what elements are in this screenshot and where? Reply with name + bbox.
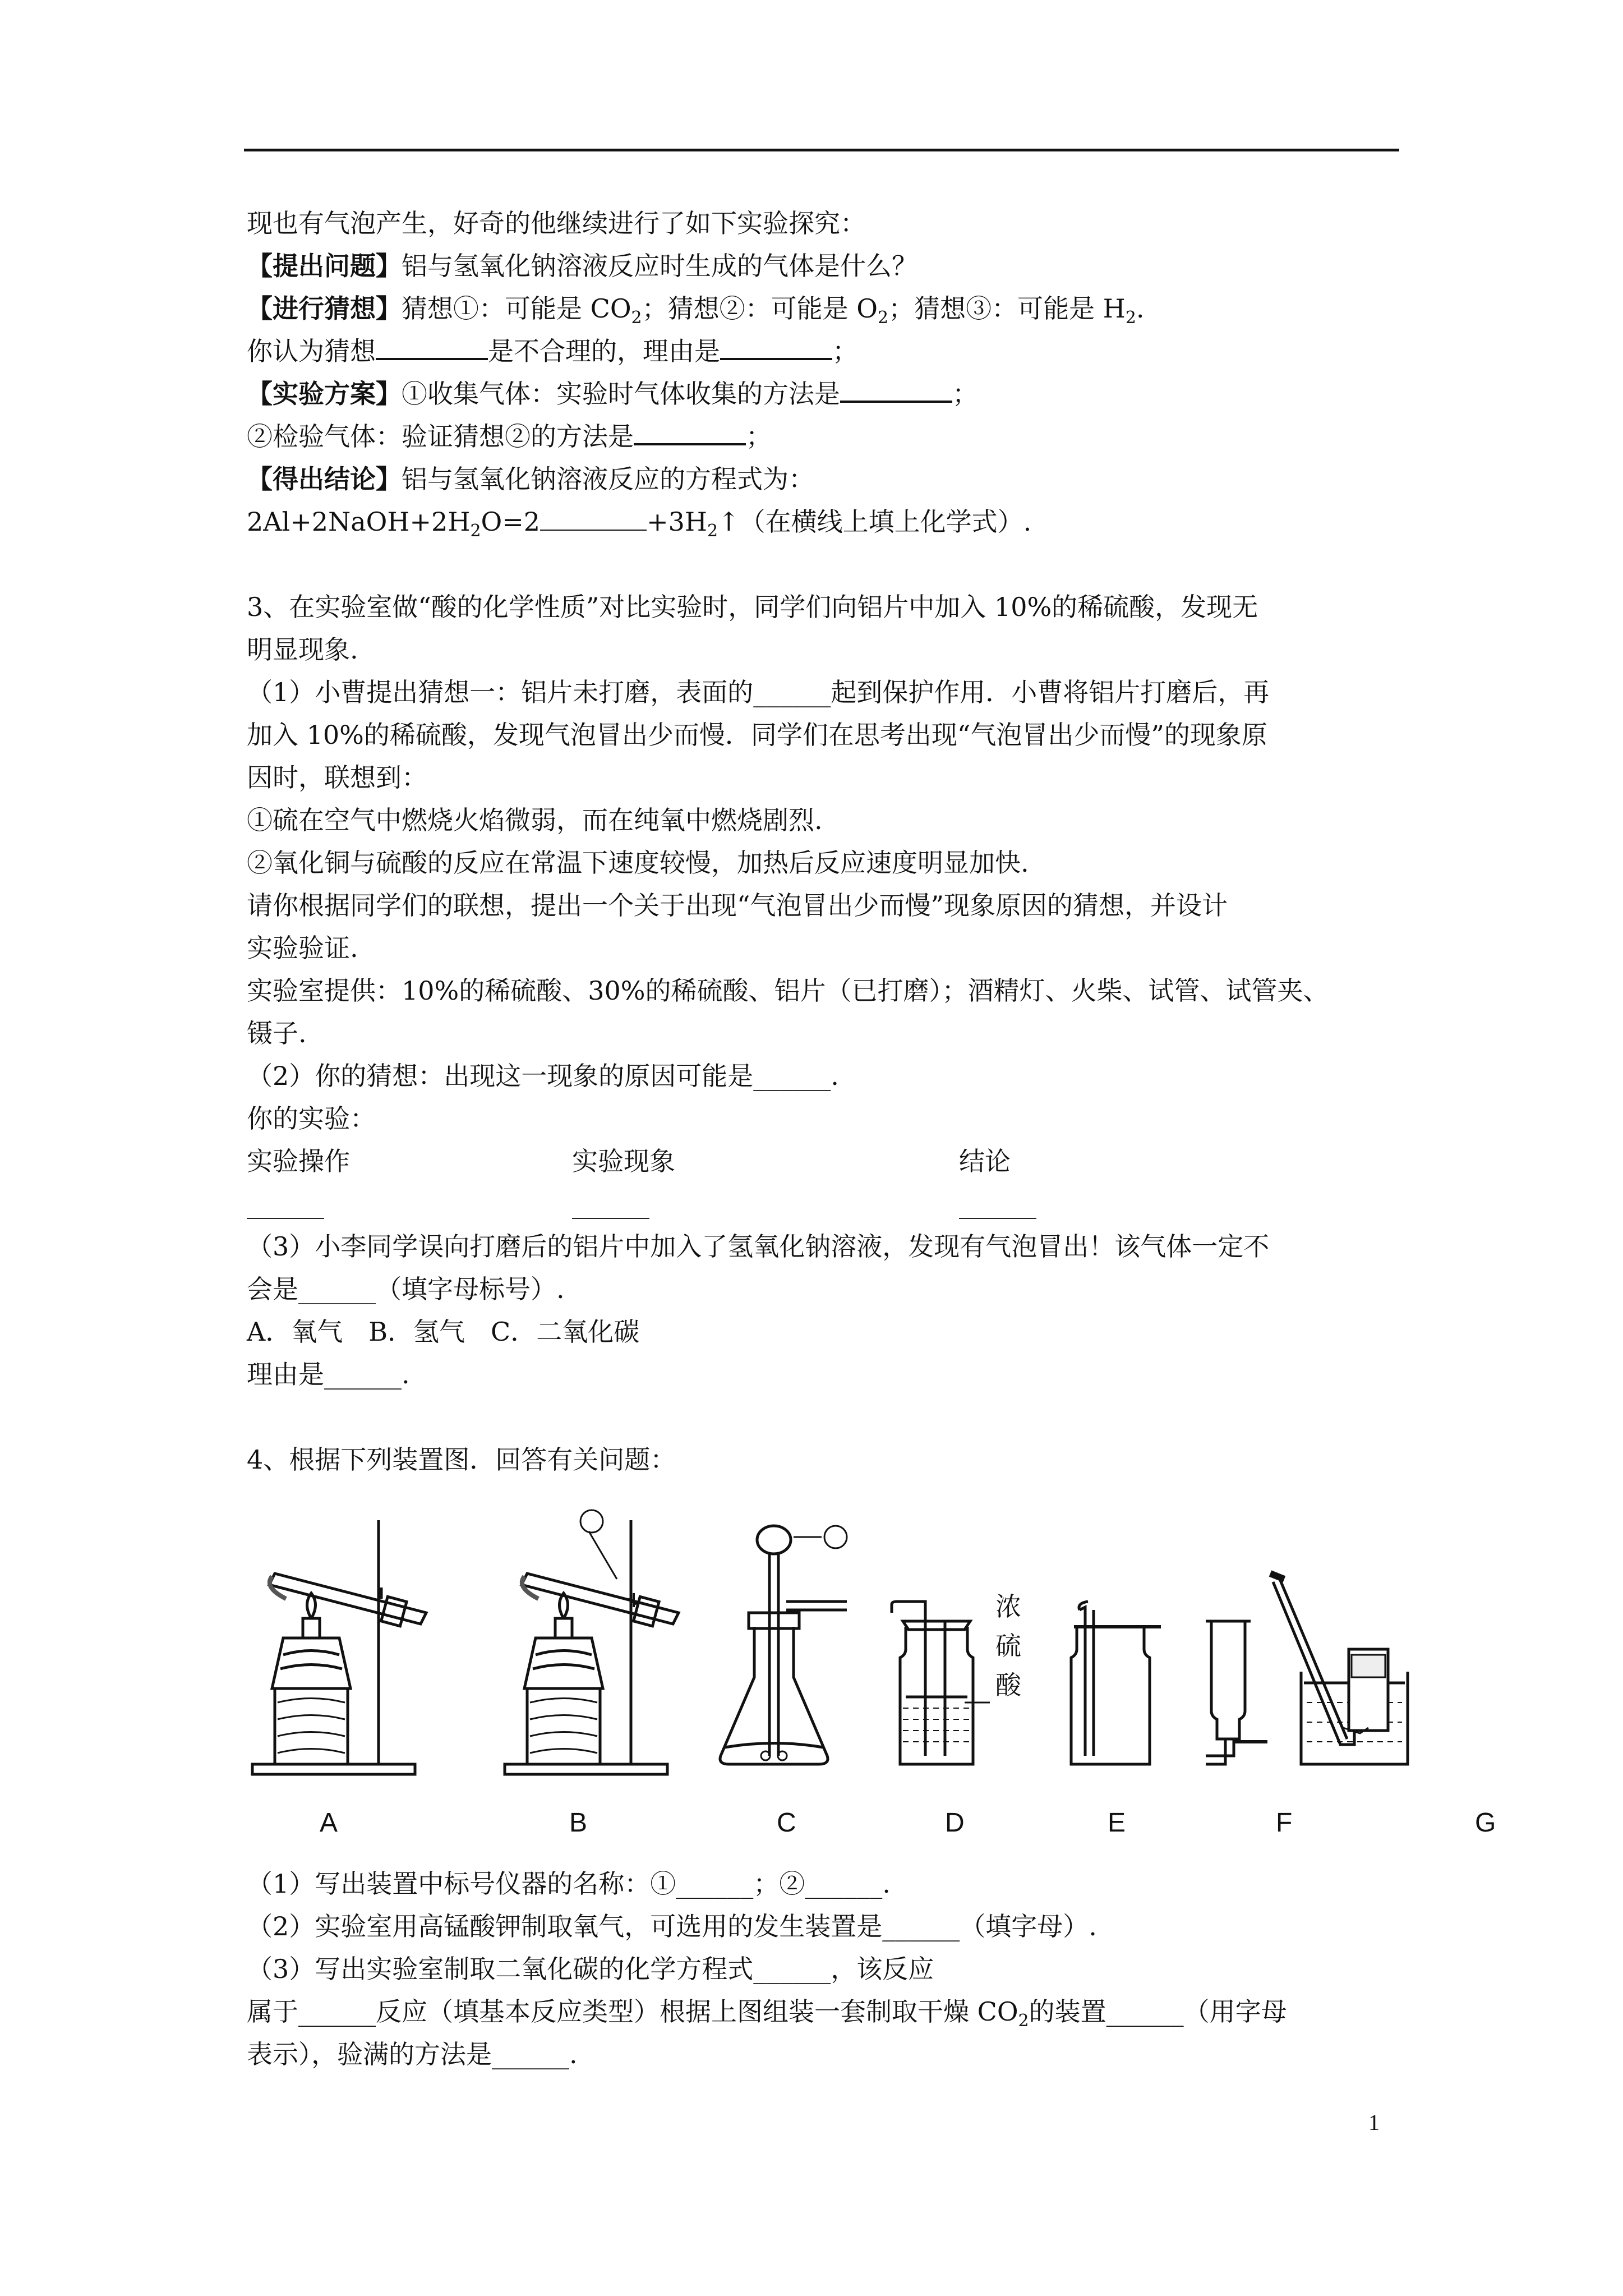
answer-blank[interactable] <box>376 331 488 360</box>
document-body <box>247 202 1408 1481</box>
text-line: 【进行猜想】猜想①：可能是 $CO_2$；猜想②：可能是 $O_2$；猜想③：可能是 $H_2$. <box>247 293 1145 328</box>
label-A: A <box>320 1808 338 1838</box>
text-line: 明显现象. <box>247 634 358 665</box>
apparatus-figure <box>241 1509 1496 1846</box>
label-E: E <box>1108 1808 1126 1838</box>
answer-blank[interactable] <box>540 503 647 531</box>
text-line: 加入 10%的稀硫酸，发现气泡冒出少而慢．同学们在思考出现“气泡冒出少而慢”的现象原 <box>247 720 1267 750</box>
text-line: 理由是______. <box>247 1359 410 1389</box>
text-line: （1）小曹提出猜想一：铝片未打磨，表面的______起到保护作用．小曹将铝片打磨后，再 <box>247 677 1270 707</box>
apparatus-D <box>892 1602 990 1764</box>
column-operation: 实验操作 <box>247 1146 350 1176</box>
apparatus-F <box>1206 1621 1267 1764</box>
text-line: $2Al+2NaOH+2H_2O=2$ $+3H_2↑$（在横线上填上化学式）. <box>247 500 1408 543</box>
label-C: C <box>777 1808 796 1838</box>
apparatus-E <box>1071 1602 1161 1764</box>
text-line: （2）你的猜想：出现这一现象的原因可能是______. <box>247 1061 839 1091</box>
header-rule <box>244 149 1399 151</box>
text-line: 属于______反应（填基本反应类型）根据上图组装一套制取干燥 $CO_2$的装置______（用字母 <box>247 1996 1287 2031</box>
answer-blank[interactable]: ______ <box>959 1189 1036 1219</box>
text-line: 因时，联想到： <box>247 762 427 793</box>
text-line: （3）写出实验室制取二氧化碳的化学方程式______，该反应 <box>247 1954 934 1984</box>
page-number: 1 <box>1368 2110 1380 2135</box>
text-line: 【得出结论】铝与氢氧化钠溶液反应的方程式为： <box>247 464 814 494</box>
column-phenomenon: 实验现象 <box>572 1146 675 1176</box>
answer-blank[interactable]: ______ <box>247 1189 324 1219</box>
section4-questions <box>247 1862 1408 2076</box>
column-conclusion: 结论 <box>959 1146 1011 1176</box>
answer-blank[interactable] <box>720 331 832 360</box>
text-line: （3）小李同学误向打磨后的铝片中加入了氢氧化钠溶液，发现有气泡冒出！该气体一定不 <box>247 1231 1270 1262</box>
text-line: 你认为猜想 是不合理的，理由是 ； <box>247 330 1408 372</box>
text-line: ②检验气体：验证猜想②的方法是 ； <box>247 415 1408 458</box>
text-line: 现也有气泡产生，好奇的他继续进行了如下实验探究： <box>247 208 866 238</box>
label-F: F <box>1276 1808 1293 1838</box>
acid-label-1: 浓 <box>995 1592 1021 1621</box>
label-B: B <box>569 1808 588 1838</box>
text-line: 镊子. <box>247 1018 307 1048</box>
answer-options: A．氧气 B．氢气 C．二氧化碳 <box>247 1317 640 1347</box>
text-line: 【提出问题】铝与氢氧化钠溶液反应时生成的气体是什么？ <box>247 251 917 281</box>
text-line: 【实验方案】①收集气体：实验时气体收集的方法是 ； <box>247 372 1408 415</box>
text-line: 请你根据同学们的联想，提出一个关于出现“气泡冒出少而慢”现象原因的猜想，并设计 <box>247 890 1228 921</box>
answer-blank[interactable] <box>840 374 952 403</box>
acid-label-2: 硫 <box>995 1631 1021 1660</box>
text-line: ②氧化铜与硫酸的反应在常温下速度较慢，加热后反应速度明显加快. <box>247 848 1029 878</box>
question-title: 3、在实验室做“酸的化学性质”对比实验时，同学们向铝片中加入 10%的稀硫酸，发现无 <box>247 592 1258 622</box>
apparatus-A <box>252 1520 426 1774</box>
text-line: ①硫在空气中燃烧火焰微弱，而在纯氧中燃烧剧烈. <box>247 805 823 835</box>
text-line: 会是______（填字母标号）. <box>247 1274 565 1304</box>
question-title: 4、根据下列装置图．回答有关问题： <box>247 1444 676 1475</box>
text-line: （2）实验室用高锰酸钾制取氧气，可选用的发生装置是______（填字母）. <box>247 1911 1097 1941</box>
answer-blank[interactable]: ______ <box>572 1189 649 1219</box>
text-line: 实验室提供：10%的稀硫酸、30%的稀硫酸、铝片（已打磨）；酒精灯、火柴、试管、试管夹、 <box>247 976 1329 1006</box>
text-line: 实验验证. <box>247 933 358 963</box>
apparatus-B <box>505 1510 679 1774</box>
apparatus-G <box>1270 1573 1408 1764</box>
experiment-table-header <box>247 1140 1408 1182</box>
experiment-table-blanks <box>247 1182 1408 1225</box>
text-line: 你的实验： <box>247 1103 376 1134</box>
text-line: （1）写出装置中标号仪器的名称：①______；②______. <box>247 1869 891 1899</box>
text-line: 表示），验满的方法是______. <box>247 2039 578 2069</box>
label-G: G <box>1475 1808 1496 1838</box>
answer-blank[interactable] <box>634 416 746 445</box>
apparatus-C <box>720 1526 847 1764</box>
apparatus-diagram <box>241 1509 1496 1846</box>
acid-label-3: 酸 <box>995 1671 1021 1700</box>
label-D: D <box>945 1808 965 1838</box>
